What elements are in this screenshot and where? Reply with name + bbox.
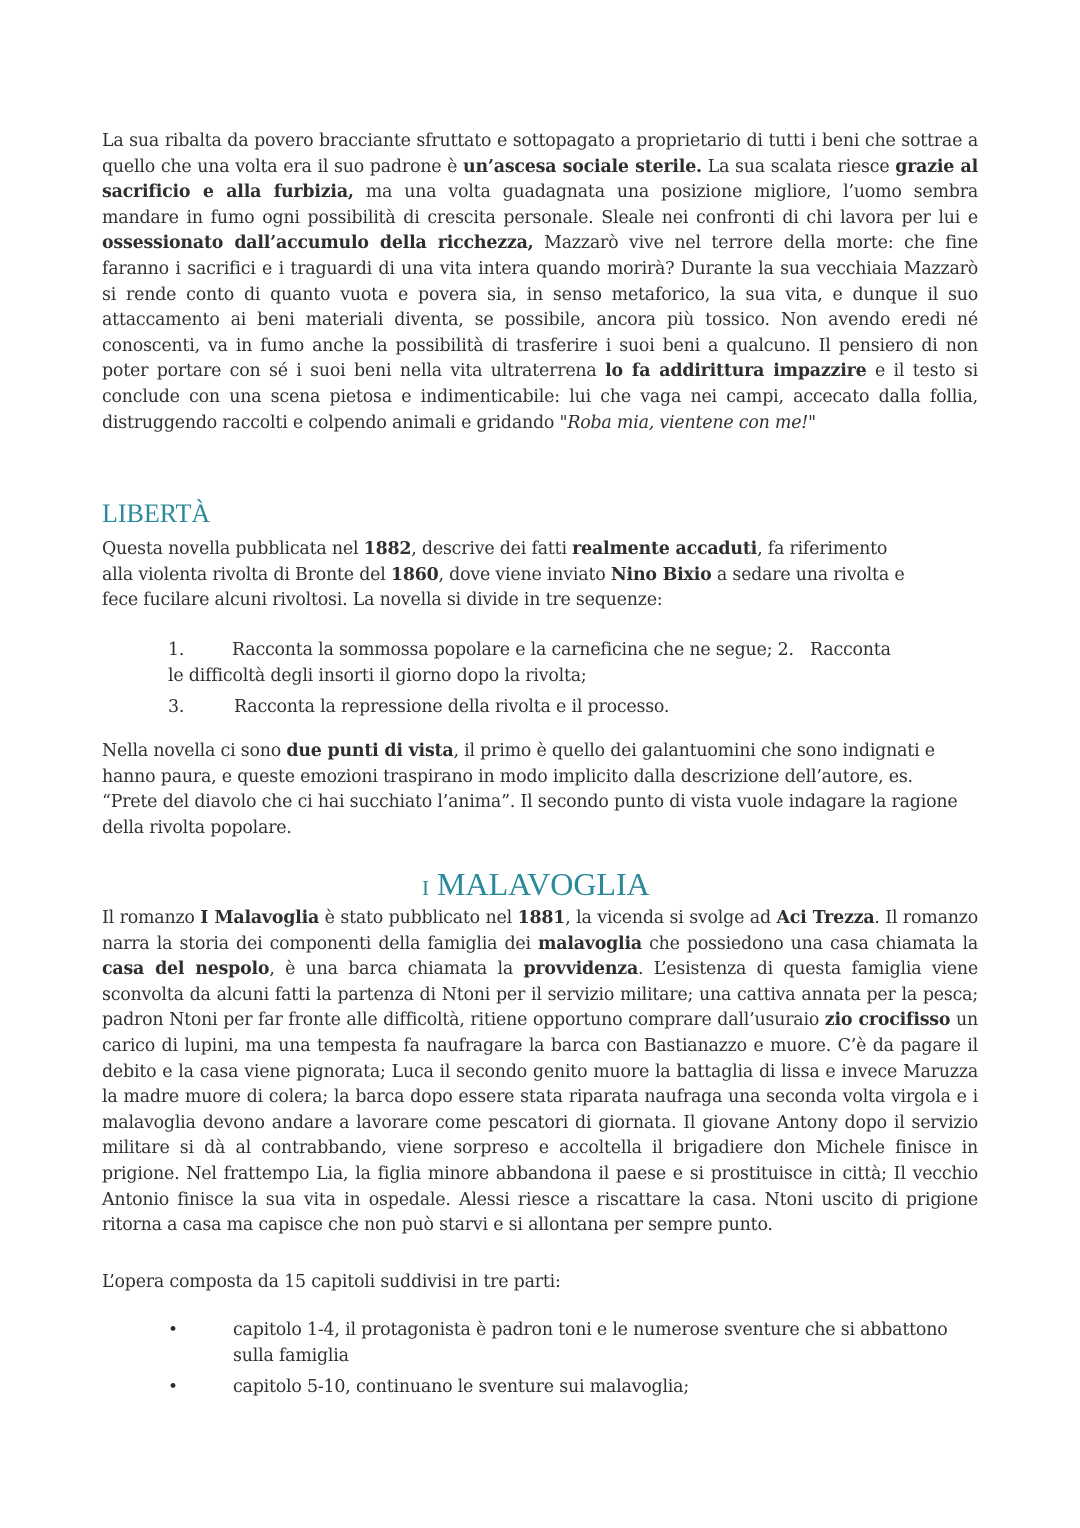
list-number-1: 1. — [168, 640, 185, 660]
liberta-heading: LIBERTÀ — [102, 499, 211, 528]
list-item-2-start: Racconta — [810, 640, 891, 660]
bullet-icon: • — [168, 1320, 179, 1340]
chapter-item-1: capitolo 1-4, il protagonista è padron toni e le numerose sventure che si abbattono sulla famiglia — [233, 1320, 948, 1366]
list-item-1: Racconta la sommossa popolare e la carneficina che ne segue; 2. — [232, 640, 794, 660]
malavoglia-heading: I MALAVOGLIA — [422, 866, 650, 902]
chapters-intro: L’opera composta da 15 capitoli suddivisi in tre parti: — [102, 1272, 561, 1292]
chapter-item-2: capitolo 5-10, continuano le sventure sui malavoglia; — [233, 1377, 690, 1397]
list-item-3: Racconta la repressione della rivolta e il processo. — [234, 697, 670, 717]
malavoglia-paragraph: Il romanzo I Malavoglia è stato pubblicato nel 1881, la vicenda si svolge ad Aci Trezza. Il romanzo narra la storia dei componenti della famiglia dei malavoglia che possiedono una casa chiamata la casa del nespolo, è una barca chiamata la provvidenza. L’esistenza di questa famiglia viene sconvolta da alcuni fatti la partenza di Ntoni per il servizio militare; una cattiva annata per la pesca; padron Ntoni per far fronte alle difficoltà, ritiene opportuno comprare dall’usuraio zio crocifisso un carico di lupini, ma una tempesta fa naufragare la barca con Bastianazzo e muore. C’è da pagare il debito e la casa viene pignorata; Luca il secondo genito muore la battaglia di lissa e invece Maruzza la madre muore di colera; la barca dopo essere stata riparata naufraga una seconda volta virgola e i malavoglia devono andare a lavorare come pescatori di giornata. Il giovane Antony dopo il servizio militare si dà al contrabbando, viene sorpreso e accoltella il brigadiere don Michele finisce in prigione. Nel frattempo Lia, la figlia minore abbandona il paese e si prostituisce in città; Il vecchio Antonio finisce la sua vita in ospedale. Alessi riesce a riscattare la casa. Ntoni uscito di prigione ritorna a casa ma capisce che non può starvi e si allontana per sempre punto. — [102, 908, 978, 1236]
liberta-intro-paragraph: Questa novella pubblicata nel 1882, descrive dei fatti realmente accaduti, fa riferimento alla violenta rivolta di Bronte del 1860, dove viene inviato Nino Bixio a sedare una rivolta e fece fucilare alcuni rivoltosi. La novella si divide in tre sequenze: — [102, 539, 905, 611]
mazzaro-paragraph: La sua ribalta da povero bracciante sfruttato e sottopagato a proprietario di tutti i beni che sottrae a quello che una volta era il suo padrone è un’ascesa sociale sterile. La sua scalata riesce grazie al sacrificio e alla furbizia, ma una volta guadagnata una posizione migliore, l’uomo sembra mandare in fumo ogni possibilità di crescita personale. Sleale nei confronti di chi lavora per lui e ossessionato dall’accumulo della ricchezza, Mazzarò vive nel terrore della morte: che fine faranno i sacrifici e i traguardi di una vita intera quando morirà? Durante la sua vecchiaia Mazzarò si rende conto di quanto vuota e povera sia, in senso metaforico, la sua vita, e dunque il suo attaccamento ai beni materiali diventa, se possibile, ancora più tossico. Non avendo eredi né conoscenti, va in fumo anche la possibilità di trasferire i suoi beni a qualcuno. Il pensiero di non poter portare con sé i suoi beni nella vita ultraterrena lo fa addirittura impazzire e il testo si conclude con una scena pietosa e indimenticabile: lui che vaga nei campi, accecato dalla follia, distruggendo raccolti e colpendo animali e gridando "Roba mia, vientene con me!" — [102, 131, 978, 433]
points-of-view-paragraph: Nella novella ci sono due punti di vista, il primo è quello dei galantuomini che sono indignati e hanno paura, e queste emozioni traspirano in modo implicito dalla descrizione dell’autore, es. “Prete del diavolo che ci hai succhiato l’anima”. Il secondo punto di vista vuole indagare la ragione della rivolta popolare. — [102, 741, 958, 838]
list-number-3: 3. — [168, 697, 185, 717]
list-item-2-continued: le difficoltà degli insorti il giorno dopo la rivolta; — [168, 666, 587, 686]
bullet-icon: • — [168, 1377, 179, 1397]
